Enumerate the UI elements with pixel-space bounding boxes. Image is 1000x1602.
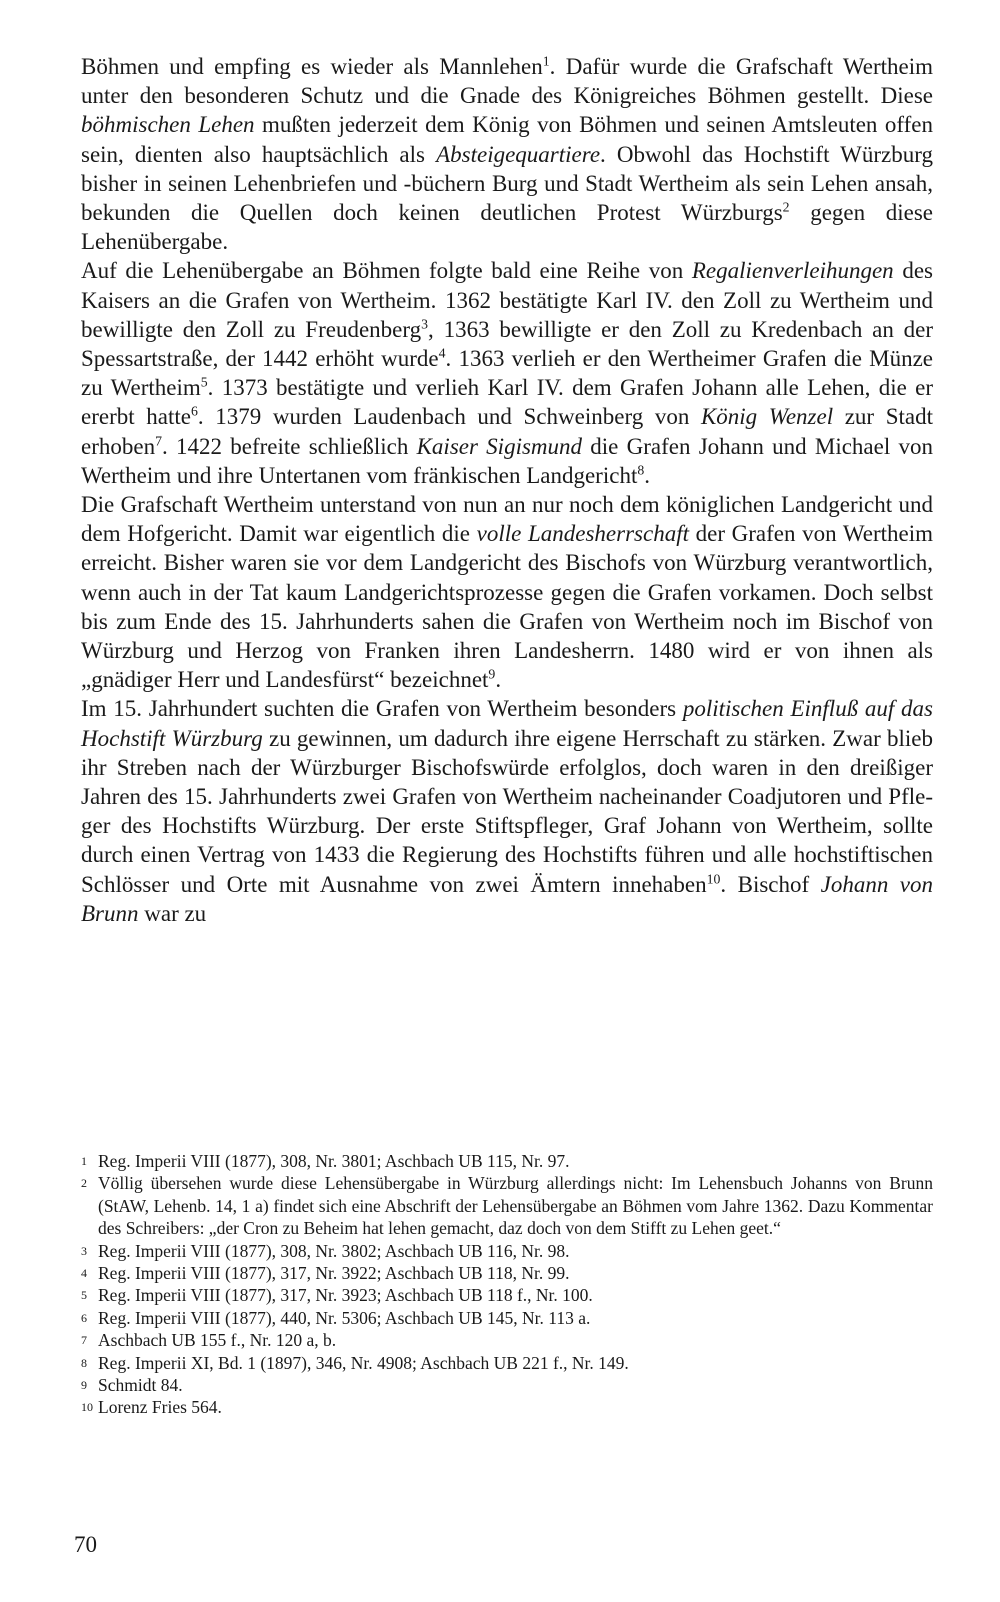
footnote <box>81 1262 933 1284</box>
footnote-text: Reg. Imperii XI, Bd. 1 (1897), 346, Nr. 4908; Aschbach UB 221 f., Nr. 149. <box>98 1352 629 1373</box>
text-run: . 1379 wurden Laudenbach und Schweinberg von <box>197 404 701 430</box>
text-run: . Obwohl das Hochstift Würzburg bisher in seinen Lehenbriefen und -büchern Burg und Stadt Wertheim als sein Lehen ansah, bekunden die Quellen doch keinen deutlichen Protest Würzburgs <box>81 141 933 226</box>
italic-term: Regalienverleihungen <box>691 258 894 284</box>
text-run: zur Stadt erhoben <box>81 404 933 459</box>
footnote-ref: 10 <box>706 871 721 887</box>
text-run: . 1422 befreite schließlich <box>161 433 417 459</box>
text-run: mußten jederzeit dem König von Böhmen und seinen Amtsleuten offen sein, dienten also hauptsächlich als <box>81 112 933 167</box>
text-run: gegen diese Lehenübergabe. <box>81 200 933 255</box>
main-text <box>81 52 933 928</box>
footnote-text: Reg. Imperii VIII (1877), 308, Nr. 3801; Aschbach UB 115, Nr. 97. <box>98 1151 570 1171</box>
footnote-number: 7 <box>81 1333 87 1348</box>
footnote <box>81 1172 933 1239</box>
footnote-ref: 5 <box>200 374 208 390</box>
footnote-number: 5 <box>81 1288 87 1303</box>
text-run: Auf die Lehenübergabe an Böhmen folgte bald eine Reihe von <box>81 258 692 284</box>
footnote-text: Reg. Imperii VIII (1877), 308, Nr. 3802; Aschbach UB 116, Nr. 98. <box>98 1240 570 1261</box>
text-run: , 1363 bewilligte er den Zoll zu Kredenbach an der Spessartstraße, der 1442 erhöht wurde <box>81 316 934 372</box>
text-run: . <box>495 667 502 693</box>
footnote <box>81 1284 933 1306</box>
footnote-text: Lorenz Fries 564. <box>98 1397 222 1418</box>
footnote-ref: 3 <box>421 316 429 332</box>
footnote-text: Schmidt 84. <box>98 1375 183 1396</box>
paragraph-3 <box>81 490 933 694</box>
footnote-number: 2 <box>81 1176 87 1191</box>
footnote-number: 8 <box>81 1355 87 1370</box>
italic-term: Kaiser Sigismund <box>416 433 583 459</box>
text-run: die Grafen Johann und Michael von Wertheim und ihre Untertanen vom fränkischen Landgericht <box>81 433 933 488</box>
footnote-ref: 4 <box>438 345 446 361</box>
text-run: . <box>644 462 650 488</box>
footnote-ref: 7 <box>155 432 162 448</box>
text-run: der Grafen von Wertheim erreicht. Bisher waren sie vor dem Landgericht des Bischofs von Würzburg verantwortlich, wenn auch in der Tat kaum Landgerichtsprozesse gegen die Grafen vorkamen. Doch selbst bis zum Ende des 15. Jahrhunderts sahen die Grafen von Wertheim noch im Bischof von Würzburg und Herzog von Franken ihren Landesherrn. 1480 wird er von ihnen als „gnädiger Herr und Landesfürst“ bezeichnet <box>81 521 933 693</box>
footnote-text: Reg. Imperii VIII (1877), 317, Nr. 3923; Aschbach UB 118 f., Nr. 100. <box>98 1285 593 1306</box>
footnote-text: Reg. Imperii VIII (1877), 317, Nr. 3922; Aschbach UB 118, Nr. 99. <box>98 1263 570 1284</box>
text-run: . 1373 bestätigte und verlieh Karl IV. dem Grafen Johann alle Lehen, die er ererbt hatte <box>81 375 933 430</box>
footnote <box>81 1240 933 1262</box>
italic-term: politischen Einfluß auf das Hochstift Würzburg <box>81 696 933 751</box>
italic-term: böhmischen Lehen <box>81 112 255 138</box>
footnote-number: 9 <box>81 1378 87 1393</box>
text-run: . Dafür wurde die Grafschaft Wertheim unter den besonderen Schutz und die Gnade des Königreiches Böhmen gestellt. Diese <box>81 54 933 109</box>
footnote-text: Völlig übersehen wurde diese Lehensübergabe in Würzburg allerdings nicht: Im Lehensbuch Johanns von Brunn (StAW, Lehenb. 14, 1 a) findet sich eine Abschrift der Lehensübergabe an Böhmen vom Jahre 1362. Dazu Kommentar des Schreibers: „der Cron zu Beheim hat lehen gemacht, daz doch von dem Stifft zu Lehen geet.“ <box>98 1173 933 1239</box>
footnote-number: 1 <box>81 1154 87 1168</box>
footnote-ref: 9 <box>488 666 496 682</box>
footnote-ref: 6 <box>190 403 198 419</box>
text-run: Die Grafschaft Wertheim unterstand von nun an nur noch dem königlichen Landgericht und dem Hofgericht. Damit war eigentlich die <box>81 492 933 547</box>
page-number: 70 <box>74 1532 97 1557</box>
footnote <box>81 1396 933 1418</box>
footnote-number: 4 <box>81 1266 87 1281</box>
footnote <box>81 1374 933 1396</box>
paragraph-4 <box>81 694 933 928</box>
footnote <box>81 1329 933 1351</box>
footnote-number: 3 <box>81 1243 87 1258</box>
footnote <box>81 1150 933 1172</box>
footnote <box>81 1352 933 1374</box>
italic-term: Absteigequartiere <box>436 141 601 167</box>
text-run: Böhmen und empfing es wieder als Mannlehen <box>81 54 543 79</box>
text-run: war zu <box>138 900 207 926</box>
text-run: des Kaisers an die Grafen von Wertheim. 1362 bestätigte Karl IV. den Zoll zu Wertheim und bewilligte den Zoll zu Freudenberg <box>81 258 933 342</box>
footnotes <box>81 1150 933 1419</box>
text-run: zu gewinnen, um dadurch ihre eigene Herrschaft zu stärken. Zwar blieb ihr Streben nach der Würzburger Bischofswürde erfolglos, doch waren in den dreißiger Jahren des 15. Jahrhunderts zwei Grafen von Wertheim nacheinander Coadjutoren und Pfleger des Hochstifts Würzburg. Der erste Stiftspfleger, Graf Johann von Wertheim, sollte durch einen Vertrag von 1433 die Regierung des Hochstifts führen und alle hochstiftischen Schlösser und Orte mit Ausnahme von zwei Ämtern innehaben <box>81 725 933 897</box>
text-run: . 1363 verlieh er den Wertheimer Grafen die Münze zu Wertheim <box>81 346 934 401</box>
page-body <box>81 52 933 928</box>
footnote-number: 10 <box>81 1400 93 1415</box>
paragraph-2 <box>81 256 933 490</box>
footnote-text: Reg. Imperii VIII (1877), 440, Nr. 5306; Aschbach UB 145, Nr. 113 a. <box>98 1307 591 1328</box>
italic-term: volle Landesherrschaft <box>476 521 689 547</box>
paragraph-1 <box>81 52 933 256</box>
footnote-text: Aschbach UB 155 f., Nr. 120 a, b. <box>98 1330 337 1351</box>
text-run: Im 15. Jahrhundert suchten die Grafen von Wertheim besonders <box>81 696 683 722</box>
footnote-ref: 2 <box>782 199 790 215</box>
italic-term: König Wenzel <box>700 404 834 430</box>
footnote-number: 6 <box>81 1310 87 1325</box>
footnote <box>81 1307 933 1329</box>
footnote-ref: 1 <box>542 53 550 69</box>
text-run: . Bischof <box>720 871 821 897</box>
footnote-ref: 8 <box>637 462 645 478</box>
italic-term: Johann von Brunn <box>81 871 933 926</box>
